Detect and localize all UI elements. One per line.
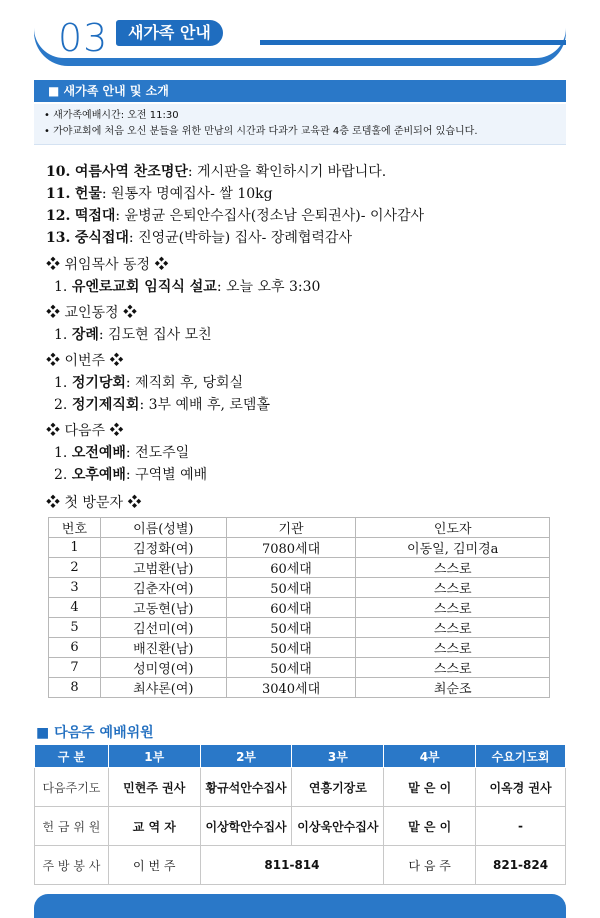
subsection-title: ■ 새가족 안내 및 소개	[48, 84, 169, 98]
this-week-heading: ❖ 이번주 ❖	[46, 353, 124, 369]
table-cell: 민현주 권사	[108, 768, 200, 807]
item-number: 1.	[54, 279, 68, 295]
next-week-item	[54, 442, 189, 462]
this-week-item	[54, 394, 270, 414]
table-row	[49, 578, 550, 598]
item-subject: 장례	[71, 327, 99, 343]
table-cell: 김선미(여)	[100, 618, 226, 638]
table-cell: 1	[49, 538, 101, 558]
next-week-item	[54, 464, 207, 484]
item-detail: : 오늘 오후 3:30	[216, 279, 321, 295]
table-cell: 7	[49, 658, 101, 678]
next-week-heading: ❖ 다음주 ❖	[46, 423, 124, 439]
table-cell: 60세대	[226, 558, 356, 578]
table-cell: 50세대	[226, 658, 356, 678]
table-cell: -	[476, 807, 566, 846]
notice-item	[46, 161, 386, 181]
intro-line: • 새가족예배시간: 오전 11:30	[44, 110, 179, 121]
notice-item	[46, 227, 352, 247]
table-cell: 821-824	[476, 846, 566, 885]
notice-detail: : 윤병균 은퇴안수집사(정소남 은퇴권사)- 이사감사	[115, 208, 425, 224]
table-row	[49, 678, 550, 698]
notice-subject: 떡접대	[74, 208, 116, 224]
row-header: 다음주기도	[35, 768, 109, 807]
table-row	[49, 658, 550, 678]
column-header: 구 분	[35, 745, 109, 768]
footer-band	[34, 894, 566, 918]
table-cell: 4	[49, 598, 101, 618]
table-cell: 배진환(남)	[100, 638, 226, 658]
table-cell: 7080세대	[226, 538, 356, 558]
item-subject: 오전예배	[71, 445, 126, 461]
table-cell: 60세대	[226, 598, 356, 618]
this-week-item	[54, 372, 243, 392]
pastor-item	[54, 276, 320, 296]
table-cell: 최순조	[356, 678, 550, 698]
table-cell: 김춘자(여)	[100, 578, 226, 598]
table-cell: 맡 은 이	[384, 807, 476, 846]
notice-detail: : 게시판을 확인하시기 바랍니다.	[187, 164, 387, 180]
item-detail: : 3부 예배 후, 로뎀홀	[139, 397, 270, 413]
notice-detail: : 진영균(박하늘) 집사- 장례협력감사	[128, 230, 352, 246]
table-cell: 스스로	[356, 658, 550, 678]
table-cell: 고범환(남)	[100, 558, 226, 578]
table-cell: 5	[49, 618, 101, 638]
column-header: 이름(성별)	[100, 518, 226, 538]
table-cell: 이상학안수집사	[200, 807, 292, 846]
table-cell: 6	[49, 638, 101, 658]
intro-line: • 가야교회에 처음 오신 분들을 위한 만남의 시간과 다과가 교육관 4층 로뎀홀에 준비되어 있습니다.	[44, 126, 478, 137]
item-number: 1.	[54, 445, 68, 461]
notice-item	[46, 183, 273, 203]
pastor-heading: ❖ 위임목사 동정 ❖	[46, 257, 169, 273]
table-cell: 고동현(남)	[100, 598, 226, 618]
table-cell: 3	[49, 578, 101, 598]
table-cell: 스스로	[356, 618, 550, 638]
table-cell: 이 번 주	[108, 846, 200, 885]
item-subject: 유엔로교회 임직식 설교	[71, 279, 217, 295]
table-cell: 3040세대	[226, 678, 356, 698]
notice-subject: 여름사역 찬조명단	[74, 164, 188, 180]
table-cell: 811-814	[200, 846, 384, 885]
item-subject: 오후예배	[71, 467, 126, 483]
column-header: 4부	[384, 745, 476, 768]
notice-subject: 중식접대	[74, 230, 129, 246]
table-cell: 이옥경 권사	[476, 768, 566, 807]
column-header: 1부	[108, 745, 200, 768]
worship-committee-title: ■ 다음주 예배위원	[36, 725, 154, 741]
notice-number: 12.	[46, 208, 71, 224]
item-number: 1.	[54, 327, 68, 343]
subsection-bar	[34, 80, 566, 102]
item-detail: : 제직회 후, 당회실	[125, 375, 244, 391]
item-detail: : 구역별 예배	[125, 467, 208, 483]
table-cell: 다 음 주	[384, 846, 476, 885]
column-header: 3부	[292, 745, 384, 768]
item-subject: 정기당회	[71, 375, 126, 391]
item-detail: : 전도주일	[125, 445, 190, 461]
notice-number: 10.	[46, 164, 71, 180]
notice-subject: 헌물	[74, 186, 102, 202]
row-header: 주 방 봉 사	[35, 846, 109, 885]
item-subject: 정기제직회	[71, 397, 140, 413]
header-rule	[260, 40, 566, 45]
table-cell: 50세대	[226, 578, 356, 598]
table-cell: 50세대	[226, 618, 356, 638]
table-cell: 맡 은 이	[384, 768, 476, 807]
notice-number: 13.	[46, 230, 71, 246]
table-row	[49, 558, 550, 578]
item-number: 1.	[54, 375, 68, 391]
column-header: 번호	[49, 518, 101, 538]
column-header: 인도자	[356, 518, 550, 538]
worship-committee-table	[34, 744, 566, 885]
item-detail: : 김도현 집사 모친	[98, 327, 212, 343]
notice-detail: : 원통자 명예집사- 쌀 10kg	[101, 186, 273, 202]
table-cell: 김정화(여)	[100, 538, 226, 558]
table-row	[49, 618, 550, 638]
table-cell: 8	[49, 678, 101, 698]
table-cell: 교 역 자	[108, 807, 200, 846]
column-header: 2부	[200, 745, 292, 768]
visitors-table	[48, 517, 550, 698]
column-header: 수요기도회	[476, 745, 566, 768]
table-row	[35, 807, 566, 846]
notice-number: 11.	[46, 186, 71, 202]
visitors-heading: ❖ 첫 방문자 ❖	[46, 495, 142, 511]
section-title: 새가족 안내	[116, 20, 223, 46]
table-cell: 스스로	[356, 578, 550, 598]
table-cell: 연흥기장로	[292, 768, 384, 807]
table-row	[35, 768, 566, 807]
table-cell: 50세대	[226, 638, 356, 658]
item-number: 2.	[54, 467, 68, 483]
table-cell: 2	[49, 558, 101, 578]
row-header: 헌 금 위 원	[35, 807, 109, 846]
member-heading: ❖ 교인동정 ❖	[46, 305, 137, 321]
table-cell: 성미영(여)	[100, 658, 226, 678]
item-number: 2.	[54, 397, 68, 413]
notice-item	[46, 205, 424, 225]
table-header-row	[35, 745, 566, 768]
table-cell: 이상욱안수집사	[292, 807, 384, 846]
table-cell: 최샤론(여)	[100, 678, 226, 698]
section-number: 03	[58, 16, 109, 60]
table-cell: 스스로	[356, 598, 550, 618]
table-cell: 스스로	[356, 638, 550, 658]
table-cell: 스스로	[356, 558, 550, 578]
table-row	[49, 598, 550, 618]
section-header	[34, 0, 566, 58]
table-header-row	[49, 518, 550, 538]
column-header: 기관	[226, 518, 356, 538]
member-item	[54, 324, 212, 344]
table-row	[49, 538, 550, 558]
table-cell: 황규석안수집사	[200, 768, 292, 807]
intro-box	[34, 104, 566, 145]
table-row	[49, 638, 550, 658]
table-cell: 이동일, 김미경a	[356, 538, 550, 558]
table-row	[35, 846, 566, 885]
